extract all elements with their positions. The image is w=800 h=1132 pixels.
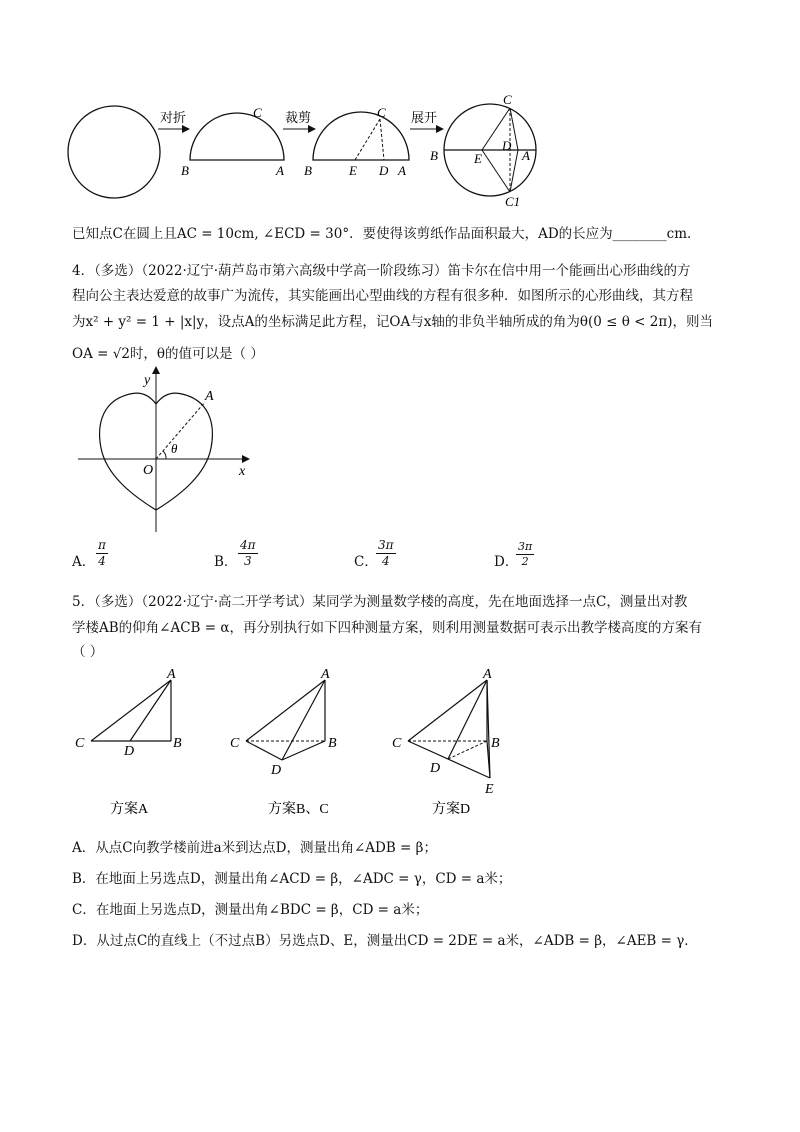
q4-option-b-letter: B． xyxy=(214,554,238,570)
q4-line-2: 程向公主表达爱意的故事广为流传，其实能画出心型曲线的方程有很多种．如图所示的心形曲线，其方程 xyxy=(72,288,693,304)
chord-DC1 xyxy=(510,150,518,192)
scheme-bc-label-A: A xyxy=(321,668,330,682)
q4-option-d[interactable] xyxy=(494,550,518,570)
q4-option-d-letter: D． xyxy=(494,554,519,570)
q5-option-b[interactable]: B．在地面上另选点D，测量出角∠ACD = β，∠ADC = γ，CD = a米； xyxy=(72,871,512,887)
label-B-1: B xyxy=(181,163,189,178)
q4-option-c-letter: C． xyxy=(354,554,378,570)
label-x: x xyxy=(239,464,246,479)
full-circle xyxy=(68,106,160,198)
chord-EC1 xyxy=(482,150,510,192)
label-A-2: A xyxy=(398,163,406,178)
step-label-unfold: 展开 xyxy=(411,110,438,125)
q4-line-3: 为x² + y² = 1 + |x|y，设点A的坐标满足此方程，记OA与x轴的非负半轴所成的角为θ(0 ≤ θ < 2π)，则当 xyxy=(72,314,713,330)
q4-option-b-fraction xyxy=(238,538,258,569)
denominator: 2 xyxy=(521,555,529,568)
step-label-fold: 对折 xyxy=(160,110,187,125)
scheme-a-label-C: C xyxy=(75,736,85,751)
caption-scheme-bc: 方案B、C xyxy=(268,802,329,817)
scheme-d-label-E: E xyxy=(485,782,494,797)
label-theta: θ xyxy=(171,441,178,456)
label-A-1: A xyxy=(276,163,284,178)
scheme-bc-diagram xyxy=(230,668,337,778)
q4-option-a-letter: A． xyxy=(72,554,96,570)
denominator: 4 xyxy=(381,554,390,568)
scheme-d-label-A: A xyxy=(483,668,492,682)
caption-scheme-a: 方案A xyxy=(110,802,149,817)
label-E-3: E xyxy=(474,151,482,166)
numerator: 3π xyxy=(378,538,394,552)
q4-option-b[interactable] xyxy=(214,550,237,570)
measurement-schemes-figure xyxy=(0,668,800,828)
q5-line-1: 5．（多选）（2022·辽宁·高二开学考试）某同学为测量数学楼的高度，先在地面选择一点C，测量出对教 xyxy=(72,594,688,610)
q5-line-2: 学楼AB的仰角∠ACB = α，再分别执行如下四种测量方案，则利用测量数据可表示出教学楼高度的方案有 xyxy=(72,620,702,636)
q4-option-c-fraction xyxy=(376,538,396,569)
scheme-a-label-A: A xyxy=(167,668,176,682)
scheme-d-diagram xyxy=(392,668,500,797)
x-axis-arrow xyxy=(242,455,250,463)
scheme-bc-label-D: D xyxy=(271,763,282,778)
numerator: 3π xyxy=(518,540,533,553)
segment-OA xyxy=(156,402,205,459)
q5-line-3: （ ） xyxy=(72,644,104,660)
label-C-3: C xyxy=(503,92,512,107)
scheme-a-label-D: D xyxy=(124,744,135,759)
denominator: 3 xyxy=(243,554,252,568)
semicircle-2 xyxy=(313,112,409,160)
q5-option-a[interactable]: A．从点C向教学楼前进a米到达点D，测量出角∠ADB = β； xyxy=(72,840,437,856)
paper-folding-figure xyxy=(0,0,800,220)
scheme-bc-label-C: C xyxy=(230,736,240,751)
label-D-3: D xyxy=(502,138,512,153)
cut-CE xyxy=(355,119,380,160)
denominator: 4 xyxy=(98,554,106,568)
label-C-1: C xyxy=(253,105,262,120)
q3-question-line: 已知点C在圆上且AC = 10cm, ∠ECD = 30°．要使得该剪纸作品面积最大，AD的长应为________cm． xyxy=(72,226,701,242)
label-C1-3: C1 xyxy=(505,194,521,209)
q4-option-a-fraction xyxy=(96,538,108,569)
label-O: O xyxy=(143,463,154,478)
numerator: 4π xyxy=(240,538,256,552)
label-A: A xyxy=(205,389,214,404)
arrow-1-head xyxy=(182,125,190,133)
arrow-2-head xyxy=(308,125,316,133)
q5-option-c[interactable]: C．在地面上另选点D，测量出角∠BDC = β，CD = a米； xyxy=(72,902,429,918)
q5-option-d[interactable]: D．从过点C的直线上（不过点B）另选点D、E，测量出CD = 2DE = a米，∠ADB = β，∠AEB = γ． xyxy=(72,933,698,949)
q4-option-a[interactable] xyxy=(72,550,95,570)
q4-option-d-fraction xyxy=(516,540,534,569)
step-label-cut: 裁剪 xyxy=(285,110,312,125)
caption-scheme-d: 方案D xyxy=(432,802,471,817)
scheme-d-label-C: C xyxy=(392,736,402,751)
q4-option-c[interactable] xyxy=(354,550,378,570)
arrow-3-head xyxy=(436,125,444,133)
y-axis-arrow xyxy=(152,366,160,374)
scheme-d-label-B: B xyxy=(491,736,500,751)
label-B-3: B xyxy=(430,148,438,163)
label-A-3: A xyxy=(522,148,530,163)
q4-line-4: OA = √2时，θ的值可以是（ ） xyxy=(72,346,264,362)
scheme-d-label-D: D xyxy=(430,761,441,776)
heart-curve-graph xyxy=(70,362,270,537)
label-E-2: E xyxy=(349,163,357,178)
scheme-a-diagram xyxy=(75,668,182,759)
theta-arc xyxy=(163,451,166,459)
label-D-2: D xyxy=(379,163,389,178)
scheme-a-label-B: B xyxy=(173,736,182,751)
scheme-bc-label-B: B xyxy=(328,736,337,751)
label-B-2: B xyxy=(304,163,312,178)
numerator: π xyxy=(98,538,106,552)
cut-CD xyxy=(380,119,384,160)
label-y: y xyxy=(144,373,151,388)
q4-line-1: 4．（多选）（2022·辽宁·葫芦岛市第六高级中学高一阶段练习）笛卡尔在信中用一个能画出心形曲线的方 xyxy=(72,263,691,279)
label-C-2: C xyxy=(377,105,386,120)
semicircle-1 xyxy=(190,113,284,160)
